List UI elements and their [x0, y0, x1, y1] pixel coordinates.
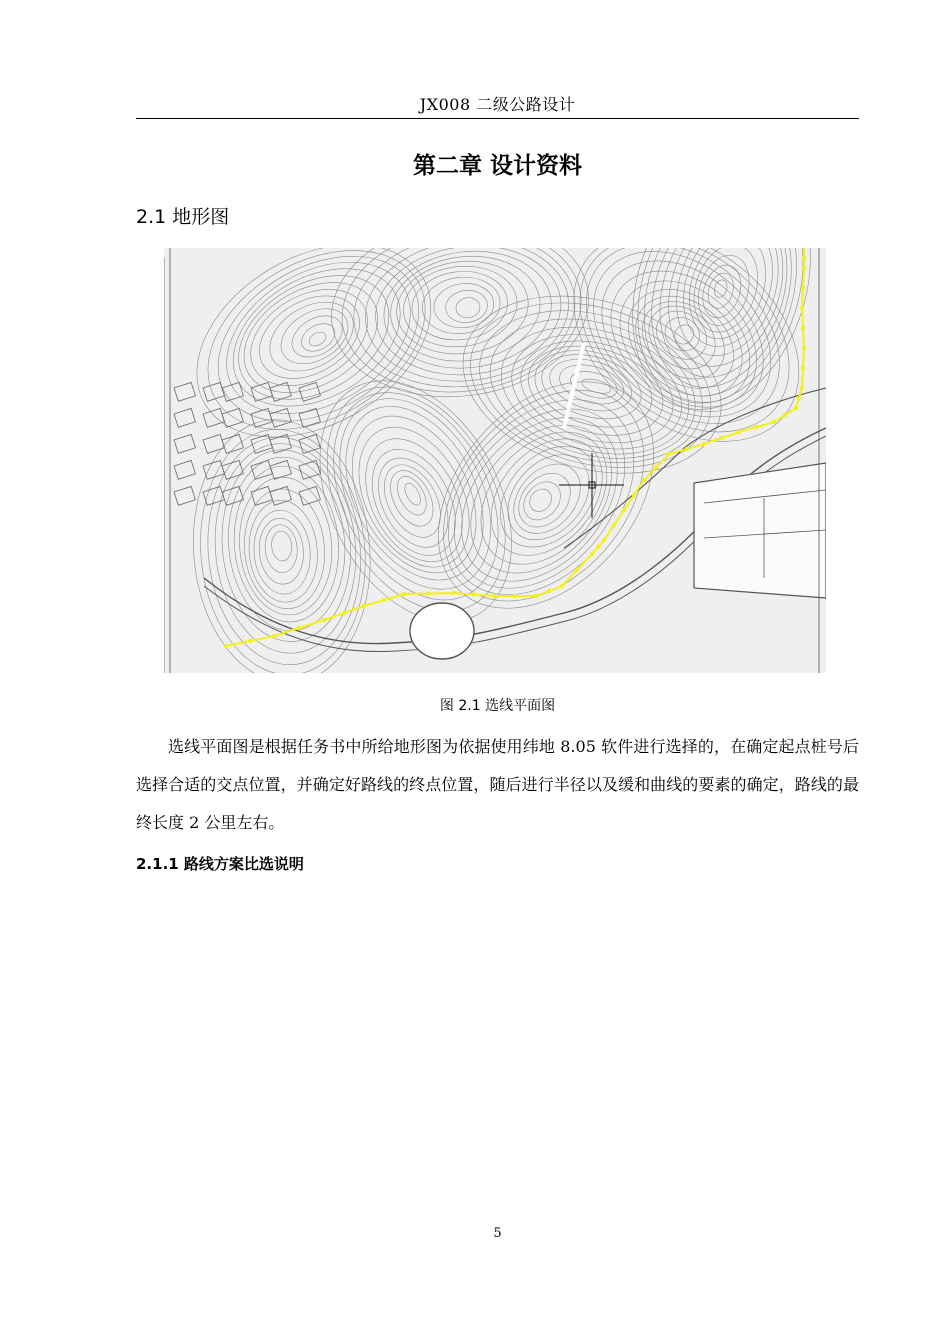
route-station-marker: [801, 286, 805, 290]
route-station-marker: [342, 611, 346, 615]
route-station-marker: [632, 493, 636, 497]
route-station-marker: [452, 591, 456, 595]
route-station-marker: [772, 420, 776, 424]
route-station-marker: [801, 366, 805, 370]
chapter-title: 第二章 设计资料: [412, 153, 582, 179]
route-station-marker: [612, 523, 616, 527]
route-station-marker: [702, 442, 706, 446]
route-station-marker: [667, 452, 671, 456]
route-station-marker: [719, 436, 723, 440]
route-station-marker: [754, 425, 758, 429]
route-station-marker: [382, 598, 386, 602]
route-station-marker: [297, 626, 301, 630]
route-station-marker: [802, 266, 806, 270]
route-station-marker: [547, 589, 551, 593]
route-station-marker: [224, 644, 228, 648]
route-station-marker: [272, 634, 276, 638]
route-station-marker: [801, 326, 805, 330]
route-station-marker: [402, 592, 406, 596]
route-station-marker: [800, 306, 804, 310]
route-station-marker: [427, 591, 431, 595]
subsection-heading: 2.1.1 路线方案比选说明: [136, 855, 304, 873]
route-station-marker: [575, 568, 579, 572]
route-station-marker: [794, 406, 798, 410]
route-station-marker: [797, 396, 801, 400]
route-station-marker: [472, 592, 476, 596]
route-station-marker: [622, 508, 626, 512]
route-station-marker: [802, 346, 806, 350]
route-station-marker: [248, 639, 252, 643]
route-station-marker: [513, 594, 517, 598]
route-station-marker: [534, 594, 538, 598]
route-station-marker: [783, 413, 787, 417]
route-station-marker: [654, 465, 658, 469]
page-number: 5: [493, 1226, 502, 1241]
route-station-marker: [802, 256, 806, 260]
body-paragraph: 选线平面图是根据任务书中所给地形图为依据使用纬地 8.05 软件进行选择的，在确定起点桩号后选择合适的交点位置，并确定好路线的终点位置，随后进行半径以及缓和曲线的要素的确定，路线的最终长度 2 公里左右。: [136, 737, 859, 832]
route-station-marker: [800, 386, 804, 390]
route-station-marker: [596, 545, 600, 549]
topographic-route-map: [164, 248, 826, 673]
route-station-marker: [602, 538, 606, 542]
section-heading: 2.1 地形图: [136, 206, 230, 228]
figure-caption: 图 2.1 选线平面图: [439, 698, 556, 714]
header-rule: [136, 118, 859, 119]
route-station-marker: [322, 618, 326, 622]
route-station-marker: [590, 552, 594, 556]
route-station-marker: [492, 594, 496, 598]
route-station-marker: [737, 430, 741, 434]
route-station-marker: [362, 604, 366, 608]
route-station-marker: [684, 447, 688, 451]
route-station-marker: [642, 478, 646, 482]
route-station-marker: [560, 584, 564, 588]
running-header: JX008 二级公路设计: [419, 95, 576, 114]
